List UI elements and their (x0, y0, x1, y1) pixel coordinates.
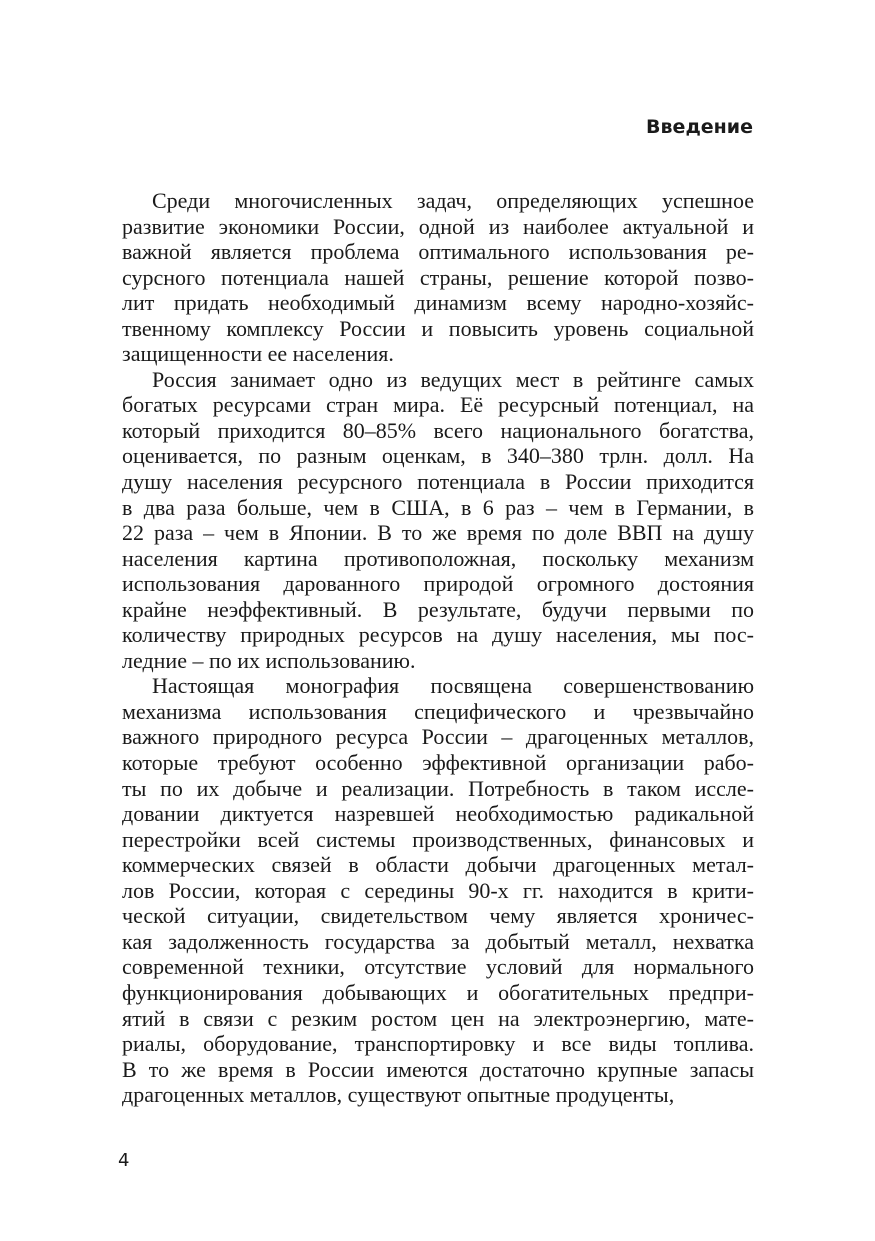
text-line: современной техники, отсутствие условий для нормального (122, 954, 754, 980)
text-line: важной является проблема оптимального использования ре- (122, 239, 754, 265)
paragraph (122, 188, 754, 367)
text-line: который приходится 80–85% всего национального богатства, (122, 417, 754, 443)
text-line: Среди многочисленных задач, определяющих успешное (152, 188, 754, 213)
section-heading: Введение (646, 116, 753, 138)
text-line: развитие экономики России, одной из наиболее актуальной и (122, 213, 754, 239)
text-line: ледние – по их использованию. (122, 647, 416, 673)
text-line: количеству природных ресурсов на душу населения, мы пос- (122, 622, 754, 648)
text-line: твенному комплексу России и повысить уровень социальной (122, 315, 754, 341)
paragraph (122, 673, 754, 1107)
text-line: оценивается, по разным оценкам, в 340–380 трлн. долл. На (122, 443, 754, 469)
text-line: сурсного потенциала нашей страны, решение которой позво- (122, 264, 754, 290)
text-line: перестройки всей системы производственных, финансовых и (122, 826, 754, 852)
text-line: которые требуют особенно эффективной организации рабо- (122, 750, 754, 776)
text-line: в два раза больше, чем в США, в 6 раз – чем в Германии, в (122, 494, 754, 520)
text-line: лит придать необходимый динамизм всему народно-хозяйс- (122, 290, 754, 316)
body-text (122, 188, 754, 1108)
text-line: Настоящая монография посвящена совершенствованию (152, 673, 754, 699)
text-line: механизма использования специфического и чрезвычайно (122, 698, 754, 724)
text-line: риалы, оборудование, транспортировку и все виды топлива. (122, 1031, 754, 1057)
text-line: ятий в связи с резким ростом цен на электроэнергию, мате- (122, 1005, 754, 1031)
text-line: важного природного ресурса России – драгоценных металлов, (122, 724, 754, 750)
text-line: коммерческих связей в области добычи драгоценных метал- (122, 852, 754, 878)
text-line: драгоценных металлов, существуют опытные продуценты, (122, 1082, 675, 1108)
text-line: душу населения ресурсного потенциала в России приходится (122, 469, 754, 495)
text-line: крайне неэффективный. В результате, будучи первыми по (122, 596, 754, 622)
paragraph (122, 367, 754, 674)
text-line: 22 раза – чем в Японии. В то же время по доле ВВП на душу (122, 520, 754, 546)
text-line: функционирования добывающих и обогатительных предпри- (122, 979, 754, 1005)
text-line: кая задолженность государства за добытый металл, нехватка (122, 928, 754, 954)
page-number: 4 (118, 1150, 130, 1171)
text-line: довании диктуется назревшей необходимостью радикальной (122, 801, 754, 827)
text-line: населения картина противоположная, поскольку механизм (122, 545, 754, 571)
text-line: богатых ресурсами стран мира. Её ресурсный потенциал, на (122, 392, 754, 418)
text-line: защищенности ее населения. (122, 341, 394, 367)
text-line: использования дарованного природой огромного достояния (122, 571, 754, 597)
text-line: ческой ситуации, свидетельством чему является хроничес- (122, 903, 754, 929)
text-line: ты по их добыче и реализации. Потребность в таком иссле- (122, 775, 754, 801)
text-line: Россия занимает одно из ведущих мест в рейтинге самых (152, 366, 754, 392)
text-line: лов России, которая с середины 90-х гг. находится в крити- (122, 877, 754, 903)
text-line: В то же время в России имеются достаточно крупные запасы (122, 1056, 754, 1082)
